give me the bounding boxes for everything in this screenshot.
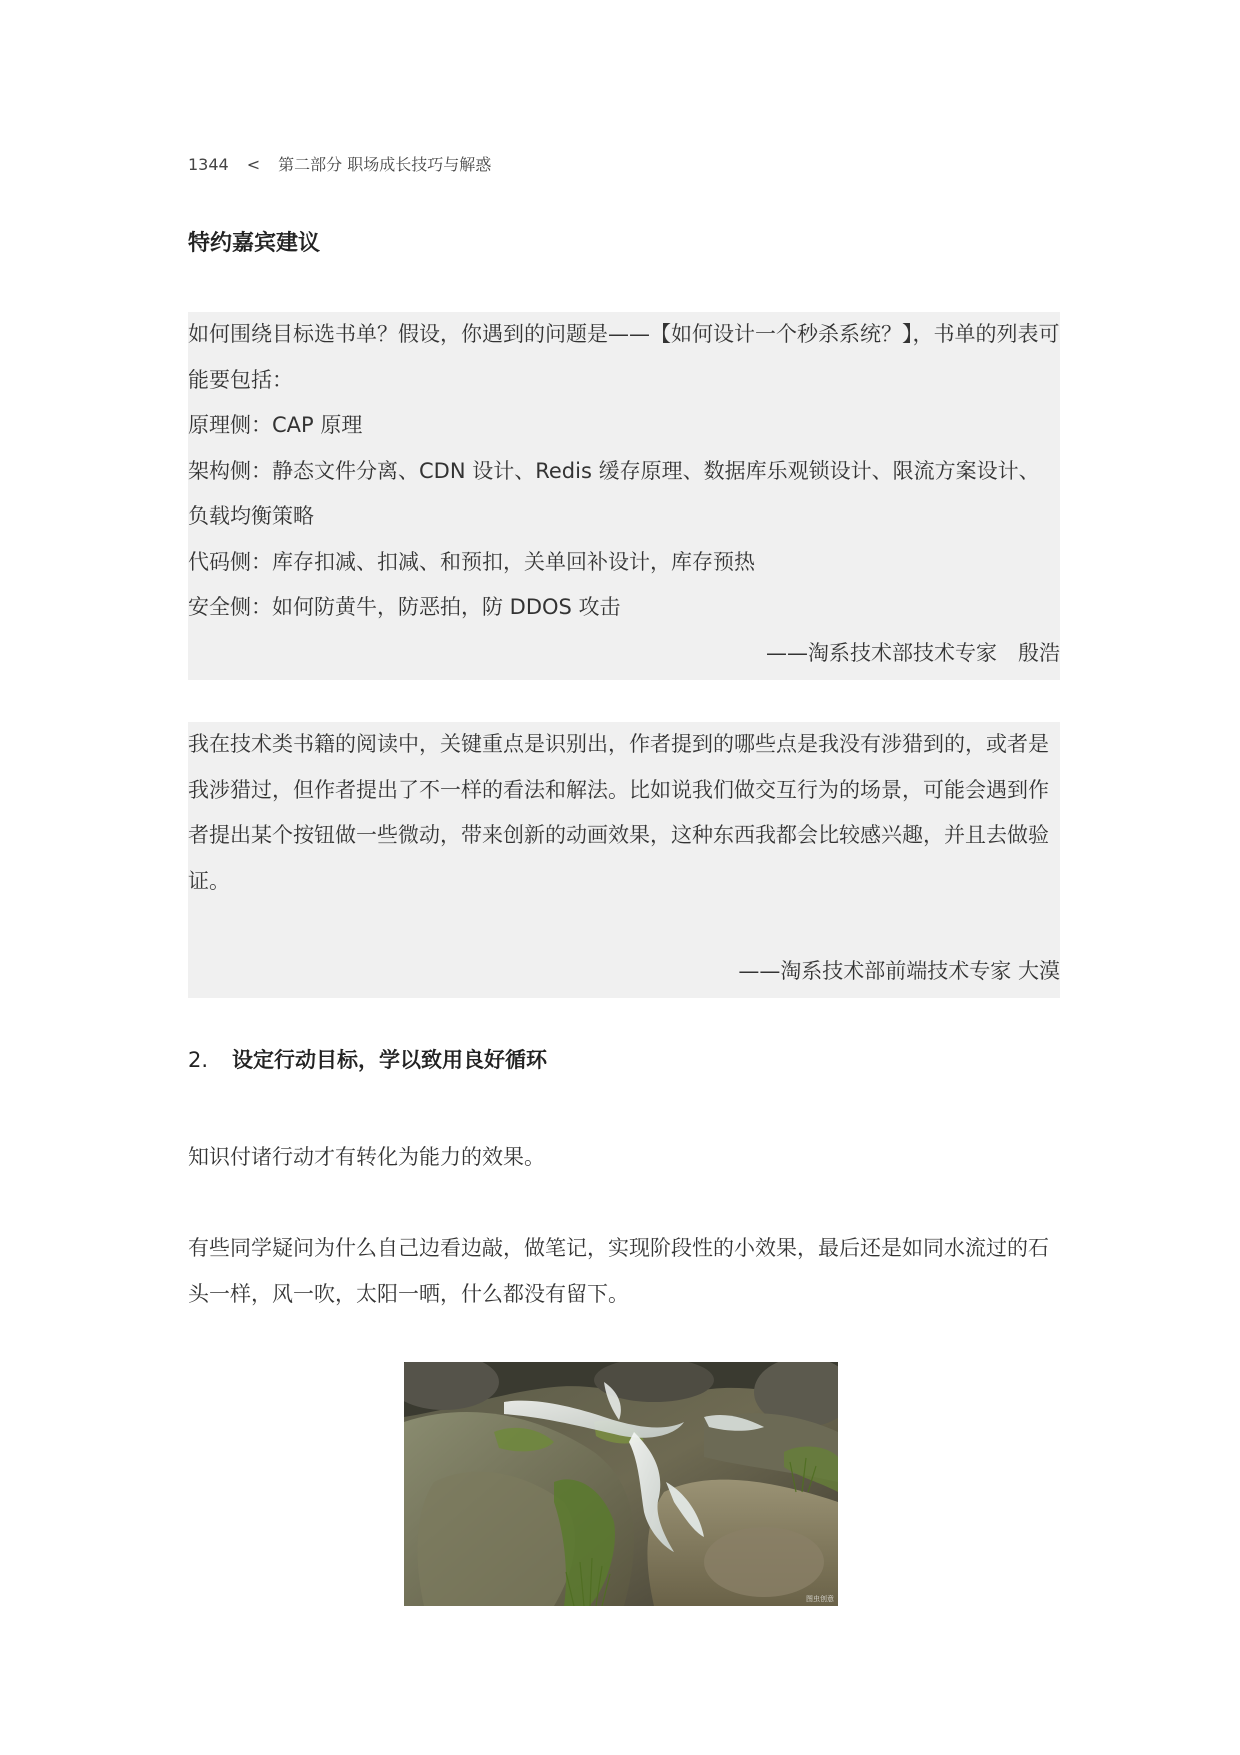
body-paragraph: 有些同学疑问为什么自己边看边敲，做笔记，实现阶段性的小效果，最后还是如同水流过的石头一样，风一吹，太阳一晒，什么都没有留下。 <box>188 1236 1049 1306</box>
quote2-text: 我在技术类书籍的阅读中，关键重点是识别出，作者提到的哪些点是我没有涉猎到的，或者是我涉猎过，但作者提出了不一样的看法和解法。比如说我们做交互行为的场景，可能会遇到作者提出某个按钮做一些微动，带来创新的动画效果，这种东西我都会比较感兴趣，并且去做验证。 <box>188 732 1049 893</box>
quote2-attribution: ——淘系技术部前端技术专家 大漠 <box>738 959 1060 983</box>
guest-quote-1 <box>188 312 1060 680</box>
quote1-line: 架构侧：静态文件分离、CDN 设计、Redis 缓存原理、数据库乐观锁设计、限流方案设计、负载均衡策略 <box>188 458 1040 528</box>
photo-watermark: 图虫创意 <box>806 1595 834 1603</box>
quote1-attribution: ——淘系技术部技术专家 殷浩 <box>766 640 1060 665</box>
page-number: 1344 <box>188 155 229 174</box>
heading-title: 设定行动目标，学以致用良好循环 <box>232 1048 547 1072</box>
photo-illustration <box>404 1362 838 1606</box>
numbered-heading <box>188 1044 547 1074</box>
quote1-line: 安全侧：如何防黄牛，防恶拍，防 DDOS 攻击 <box>188 595 621 619</box>
quote1-line: 原理侧：CAP 原理 <box>188 413 363 437</box>
stream-rocks-photo <box>404 1362 838 1606</box>
quote1-line: 代码侧：库存扣减、扣减、和预扣，关单回补设计，库存预热 <box>188 549 755 574</box>
running-header <box>188 152 491 175</box>
quote2-spacer <box>188 904 1060 949</box>
header-separator: < <box>246 155 261 174</box>
heading-number: 2. <box>188 1048 209 1072</box>
body-paragraph: 知识付诸行动才有转化为能力的效果。 <box>188 1145 545 1169</box>
section-title: 特约嘉宾建议 <box>188 231 321 256</box>
header-part-title: 第二部分 职场成长技巧与解惑 <box>278 155 492 174</box>
quote1-line: 如何围绕目标选书单？假设，你遇到的问题是——【如何设计一个秒杀系统？】，书单的列表可能要包括： <box>188 322 1060 392</box>
guest-quote-2 <box>188 722 1060 998</box>
